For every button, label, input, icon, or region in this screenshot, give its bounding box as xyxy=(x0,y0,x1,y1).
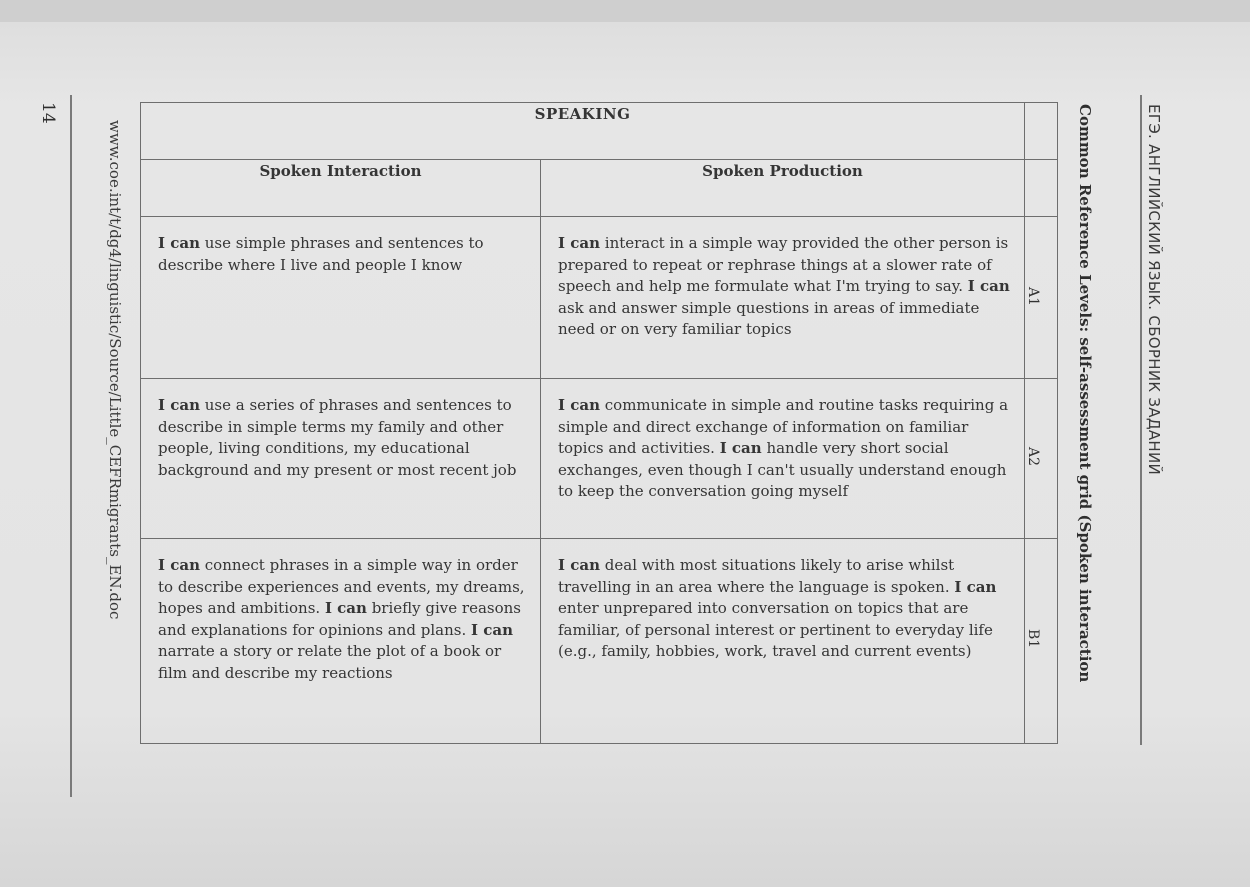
level-label: A2 xyxy=(1025,447,1042,467)
i-can-phrase: I can xyxy=(558,234,600,252)
column-header-row xyxy=(141,160,1058,217)
i-can-phrase: I can xyxy=(954,577,997,596)
level-label: A1 xyxy=(1025,287,1042,307)
interaction-cell: I can connect phrases in a simple way in order to describe experiences and events, my dreams, hopes and ambitions. I can briefly give reasons and explanations for opinions and plans. I can narrate a story or relate the plot of a book or film and describe my reactions xyxy=(141,539,541,744)
level-label: B1 xyxy=(1025,629,1042,649)
source-url: www.coe.int/t/dg4/linguistic/Source/Little_CEFRmigrants_EN.doc xyxy=(106,120,124,620)
grid-title: Common Reference Levels: self-assessment grid (Spoken interaction xyxy=(1076,104,1094,683)
page-number: 14 xyxy=(38,102,58,124)
level-cell xyxy=(1025,379,1058,539)
running-header: ЕГЭ. АНГЛИЙСКИЙ ЯЗЫК. СБОРНИК ЗАДАНИЙ xyxy=(1145,104,1163,476)
i-can-phrase: I can xyxy=(324,599,367,618)
page-top-shadow xyxy=(0,0,1250,22)
speaking-grid xyxy=(140,102,1058,744)
i-can-phrase: I can xyxy=(471,620,514,639)
production-cell: I can deal with most situations likely to arise whilst travelling in an area where the language is spoken. I can enter unprepared into conversation on topics that are familiar, of personal interest or pertinent to everyday life (e.g., family, hobbies, work, travel and current events) xyxy=(541,539,1025,744)
i-can-phrase: I can xyxy=(158,234,200,252)
corner-cell xyxy=(1025,103,1058,160)
i-can-phrase: I can xyxy=(158,396,200,414)
table-row xyxy=(141,539,1058,744)
i-can-phrase: I can xyxy=(558,396,600,414)
table-title: SPEAKING xyxy=(141,103,1025,160)
table-row xyxy=(141,379,1058,539)
i-can-phrase: I can xyxy=(558,556,600,574)
level-cell xyxy=(1025,217,1058,379)
production-cell: I can interact in a simple way provided the other person is prepared to repeat or rephrase things at a slower rate of speech and help me formulate what I'm trying to say. I can ask and answer simple questions in areas of immediate need or on very familiar topics xyxy=(541,217,1025,379)
level-cell xyxy=(1025,539,1058,744)
title-row xyxy=(141,103,1058,160)
i-can-phrase: I can xyxy=(158,556,200,574)
table-row xyxy=(141,217,1058,379)
interaction-cell: I can use a series of phrases and sentences to describe in simple terms my family and other people, living conditions, my educational background and my present or most recent job xyxy=(141,379,541,539)
right-margin-rule xyxy=(1140,95,1142,745)
interaction-cell: I can use simple phrases and sentences to describe where I live and people I know xyxy=(141,217,541,379)
column-header-production: Spoken Production xyxy=(541,160,1025,217)
production-cell: I can communicate in simple and routine tasks requiring a simple and direct exchange of information on familiar topics and activities. I can handle very short social exchanges, even though I can't usually understand enough to keep the conversation going myself xyxy=(541,379,1025,539)
i-can-phrase: I can xyxy=(719,439,762,458)
left-margin-rule xyxy=(70,95,72,797)
i-can-phrase: I can xyxy=(967,277,1010,296)
corner-cell xyxy=(1025,160,1058,217)
column-header-interaction: Spoken Interaction xyxy=(141,160,541,217)
